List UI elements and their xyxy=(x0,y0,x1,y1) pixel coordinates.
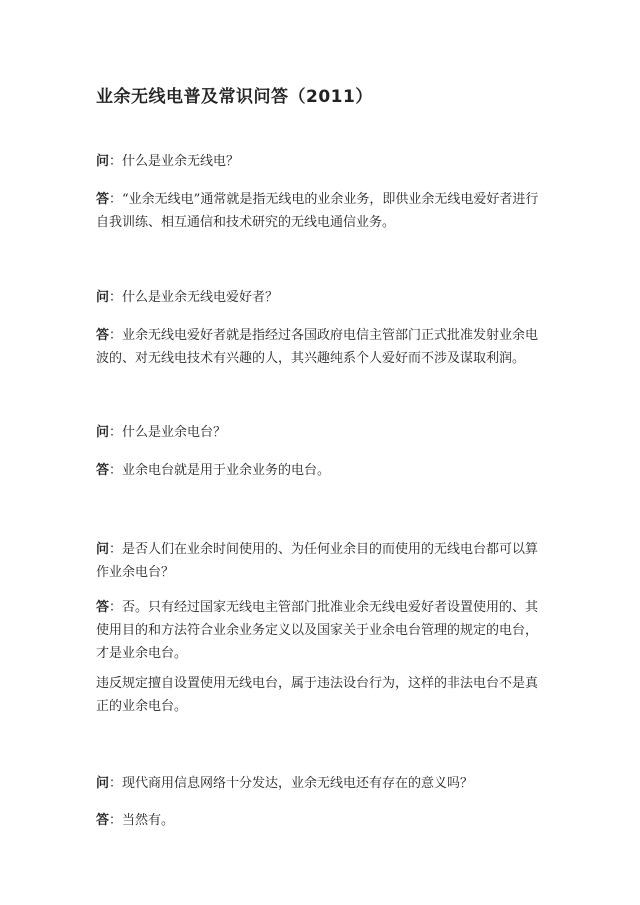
answer-label: 答 xyxy=(96,813,110,828)
separator: ： xyxy=(109,463,123,478)
answer-text: 否。只有经过国家无线电主管部门批准业余无线电爱好者设置使用的、其使用目的和方法符合业余业务定义以及国家关于业余电台管理的规定的电台，才是业余电台。 xyxy=(96,600,539,661)
question-5 xyxy=(96,772,546,795)
question-label: 问 xyxy=(96,154,110,169)
question-text: 什么是业余无线电？ xyxy=(122,154,240,169)
separator: ： xyxy=(109,192,123,207)
question-label: 问 xyxy=(96,542,110,557)
answer-text: 业余电台就是用于业余业务的电台。 xyxy=(122,463,331,478)
question-4 xyxy=(96,538,546,584)
answer-1 xyxy=(96,188,546,234)
question-label: 问 xyxy=(96,425,110,440)
answer-3 xyxy=(96,459,546,482)
question-label: 问 xyxy=(96,290,110,305)
separator: ： xyxy=(109,425,123,440)
separator: ： xyxy=(109,154,123,169)
answer-label: 答 xyxy=(96,463,110,478)
answer-4 xyxy=(96,596,546,665)
question-text: 什么是业余电台？ xyxy=(122,425,227,440)
separator: ： xyxy=(109,542,123,557)
answer-label: 答 xyxy=(96,328,110,343)
answer-label: 答 xyxy=(96,192,110,207)
answer-5 xyxy=(96,809,546,832)
separator: ： xyxy=(109,600,123,615)
answer-text: 业余无线电爱好者就是指经过各国政府电信主管部门正式批准发射业余电波的、对无线电技术有兴趣的人，其兴趣纯系个人爱好而不涉及谋取利润。 xyxy=(96,328,539,366)
separator: ： xyxy=(109,776,123,791)
separator: ： xyxy=(109,813,123,828)
answer-text: “业余无线电”通常就是指无线电的业余业务，即供业余无线电爱好者进行自我训练、相互通信和技术研究的无线电通信业务。 xyxy=(96,192,539,230)
separator: ： xyxy=(109,290,123,305)
question-2 xyxy=(96,286,546,309)
question-text: 现代商用信息网络十分发达，业余无线电还有存在的意义吗？ xyxy=(122,776,474,791)
separator: ： xyxy=(109,328,123,343)
question-3 xyxy=(96,421,546,444)
question-text: 什么是业余无线电爱好者？ xyxy=(122,290,279,305)
answer-2 xyxy=(96,324,546,370)
answer-4-note: 违反规定擅自设置使用无线电台，属于违法设台行为，这样的非法电台不是真正的业余电台。 xyxy=(96,676,539,714)
document-title: 业余无线电普及常识问答（2011） xyxy=(96,87,373,107)
question-label: 问 xyxy=(96,776,110,791)
question-text: 是否人们在业余时间使用的、为任何业余目的而使用的无线电台都可以算作业余电台？ xyxy=(96,542,539,580)
answer-label: 答 xyxy=(96,600,110,615)
answer-text: 当然有。 xyxy=(122,813,175,828)
question-1 xyxy=(96,150,546,173)
